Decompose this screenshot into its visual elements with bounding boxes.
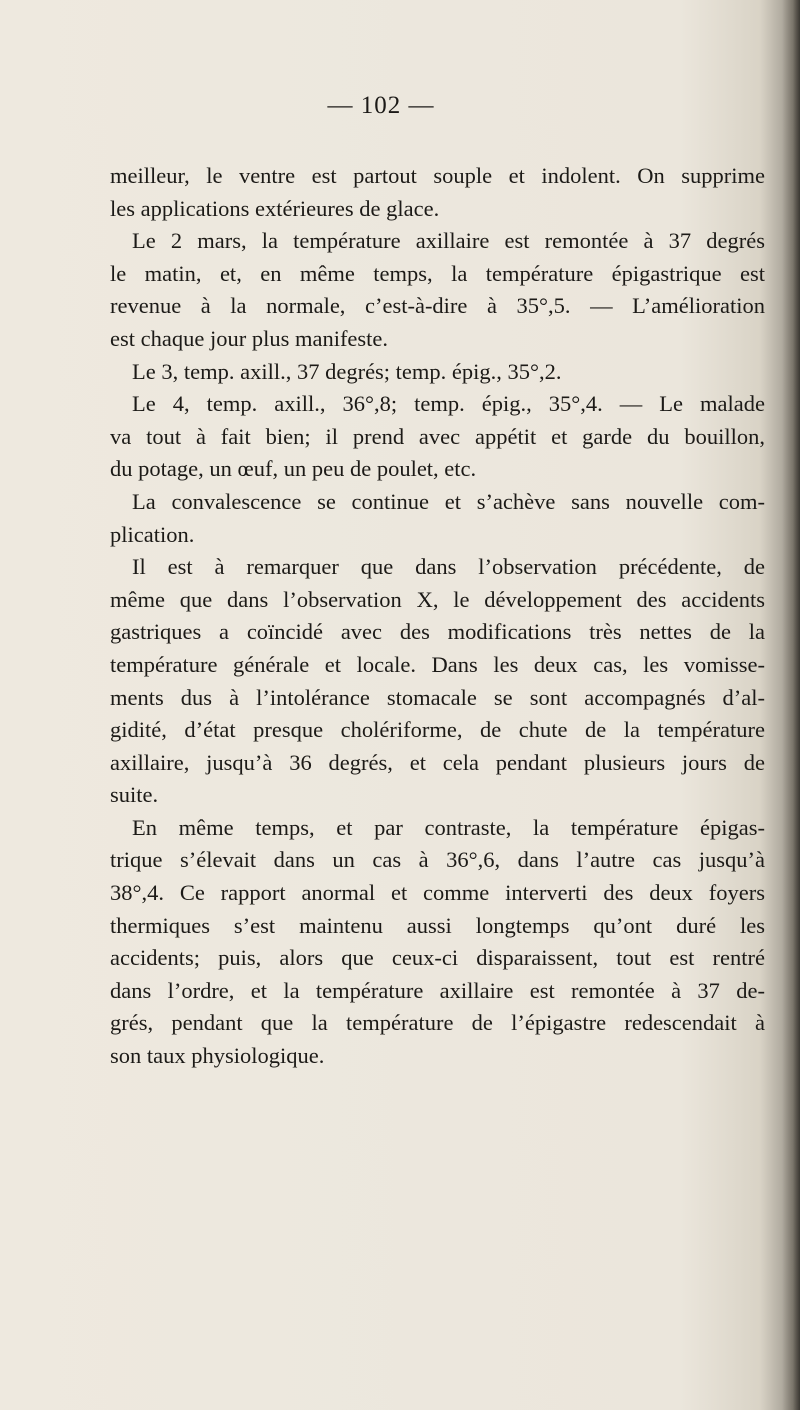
text-line: La convalescence se continue et s’achève sans nouvelle com- (132, 488, 765, 514)
text-line: meilleur, le ventre est partout souple et indolent. On supprime (110, 163, 765, 188)
text-line: Il est à remarquer que dans l’observation précédente, de (132, 554, 765, 580)
text-line: trique s’élevait dans un cas à 36°,6, dans l’autre cas jusqu’à (110, 847, 765, 873)
text-line: Le 2 mars, la température axillaire est remontée à 37 degrés (132, 228, 765, 254)
text-line: le matin, et, en même temps, la température épigastrique est (110, 260, 765, 286)
text-line: suite. (110, 782, 159, 808)
text-line: même que dans l’observation X, le développement des accidents (110, 586, 765, 612)
text-line: son taux physiologique. (110, 1043, 325, 1069)
text-line: température générale et locale. Dans les deux cas, les vomisse- (110, 651, 765, 677)
text-line: les applications extérieures de glace. (110, 195, 440, 221)
text-line: Le 3, temp. axill., 37 degrés; temp. épig., 35°,2. (132, 358, 562, 384)
text-line: thermiques s’est maintenu aussi longtemps qu’ont duré les (110, 912, 765, 938)
text-line: gastriques a coïncidé avec des modifications très nettes de la (110, 619, 765, 645)
text-line: 38°,4. Ce rapport anormal et comme interverti des deux foyers (110, 880, 765, 906)
text-line: plication. (110, 521, 195, 547)
text-line: du potage, un œuf, un peu de poulet, etc. (110, 456, 477, 482)
page-edge-shadow (782, 0, 800, 1410)
page-number: — 102 — (327, 92, 435, 119)
text-line: grés, pendant que la température de l’épigastre redescendait à (110, 1010, 765, 1036)
text-line: va tout à fait bien; il prend avec appétit et garde du bouillon, (110, 423, 765, 449)
text-line: gidité, d’état presque cholériforme, de chute de la température (110, 717, 765, 743)
text-line: dans l’ordre, et la température axillaire est remontée à 37 de- (110, 977, 765, 1003)
text-line: axillaire, jusqu’à 36 degrés, et cela pendant plusieurs jours de (110, 749, 765, 775)
text-line: En même temps, et par contraste, la température épigas- (132, 814, 765, 840)
text-line: ments dus à l’intolérance stomacale se sont accompagnés d’al- (110, 684, 765, 710)
text-line: est chaque jour plus manifeste. (110, 325, 389, 351)
text-line: Le 4, temp. axill., 36°,8; temp. épig., 35°,4. — Le malade (132, 391, 765, 417)
body-text (110, 160, 765, 1073)
text-line: revenue à la normale, c’est-à-dire à 35°,5. — L’amélioration (110, 293, 765, 319)
text-line: accidents; puis, alors que ceux-ci disparaissent, tout est rentré (110, 945, 765, 971)
